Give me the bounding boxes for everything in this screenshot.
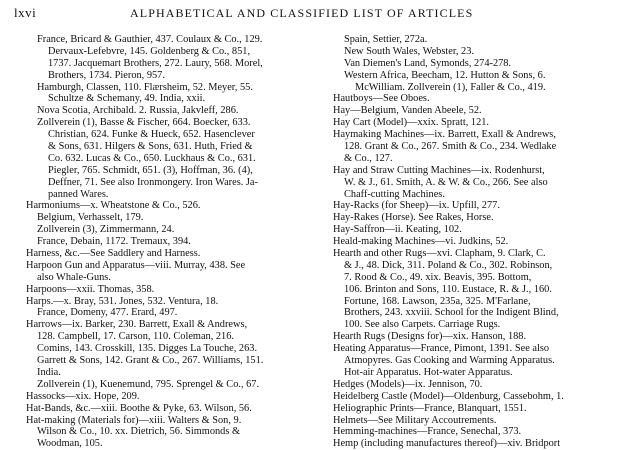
index-line: Deffner, 71. See also Ironmongery. Iron Wares. Ja- [48,176,258,188]
index-line: Chaff-cutting Machines. [344,188,445,200]
index-line: Harmoniums—x. Wheatstone & Co., 526. [26,200,201,212]
index-line: Wilson & Co., 10. xx. Dietrich, 56. Simmonds & [37,426,241,438]
index-line: Hay-Rakes (Horse). See Rakes, Horse. [333,212,494,224]
index-line: also Whale-Guns. [37,271,111,283]
index-line: Brothers, 243. xxviii. School for the Indigent Blind, [344,307,559,319]
index-line: Hay and Straw Cutting Machines—ix. Rodenhurst, [333,164,545,176]
index-line: Van Diemen's Land, Symonds, 274-278. [344,57,512,69]
index-line: Heliographic Prints—France, Blanquart, 1551. [333,402,527,414]
index-line: Hearth and other Rugs—xvi. Clapham, 9. Clark, C. [333,248,546,260]
index-line: 100. See also Carpets. Carriage Rugs. [344,319,501,331]
index-line: Hassocks—xix. Hope, 209. [26,390,140,402]
index-line: Hemp (including manufactures thereof)—xiv. Bridport [333,438,561,450]
index-line: Hedges (Models)—ix. Jennison, 70. [333,378,483,390]
index-line: Helmets—See Military Accoutrements. [333,414,497,426]
index-line: Hay—Belgium, Vanden Abeele, 52. [333,105,482,117]
index-line: 7. Rood & Co., 49. xix. Beavis, 395. Bottom, [344,271,532,283]
index-line: Hemming-machines—France, Senechal, 373. [333,426,522,438]
index-line: Nova Scotia, Archibald. 2. Russia, Jakvleff, 286. [37,105,239,117]
index-line: Hay-Racks (for Sheep)—ix. Upfill, 277. [333,200,500,212]
index-line: Harness, &c.—See Saddlery and Harness. [26,248,201,260]
index-line: & Sons, 631. Hilgers & Sons, 631. Huth, Fried & [48,141,253,153]
index-line: Co. 632. Lucas & Co., 650. Luckhaus & Co., 631. [48,152,256,164]
index-line: Hat-Bands, &c.—xiii. Boothe & Pyke, 63. Wilson, 56. [26,402,252,414]
index-line: Hamburgh, Classen, 110. Flærsheim, 52. Meyer, 55. [37,81,253,93]
index-line: 106. Brinton and Sons, 110. Eustace, R. & J., 160. [344,283,552,295]
index-line: France, Debain, 1172. Tremaux, 394. [37,236,191,248]
index-line: 128. Grant & Co., 267. Smith & Co., 234. Wedlake [344,141,557,153]
index-line: Zollverein (1), Basse & Fischer, 664. Boecker, 633. [37,117,251,129]
index-line: Heald-making Machines—vi. Judkins, 52. [333,236,509,248]
index-line: Haymaking Machines—ix. Barrett, Exall & Andrews, [333,129,556,141]
index-line: Harpoon Gun and Apparatus—viii. Murray, 438. See [26,259,246,271]
index-line: Hay-Saffron—ii. Keating, 102. [333,224,462,236]
index-line: New South Wales, Webster, 23. [344,45,474,57]
index-line: France, Domeny, 477. Erard, 497. [37,307,178,319]
index-line: Hat-making (Materials for)—xiii. Walters & Son, 9. [26,414,242,426]
page-number: lxvi [14,5,37,20]
index-line: Brothers, 1734. Pieron, 957. [48,69,165,81]
index-line: Zollverein (3), Zimmermann, 24. [37,224,175,236]
index-line: Woodman, 105. [37,438,103,450]
index-line: Heidelberg Castle (Model)—Oldenburg, Cassebohm, 1. [333,390,564,402]
index-line: France, Bricard & Gauthier, 437. Coulaux & Co., 129. [37,34,263,45]
index-line: Comins, 143. Crosskill, 135. Digges La Touche, 263. [37,343,258,355]
index-line: Fortune, 168. Lawson, 235a, 325. M'Farlane, [344,295,531,307]
index-line: McWilliam. Zollverein (1), Faller & Co., 419. [355,81,546,93]
left-column [26,34,322,450]
index-line: 1737. Jacquemart Brothers, 272. Laury, 568. Morel, [48,57,263,69]
page-header [0,0,627,26]
index-line: 128. Campbell, 17. Carson, 110. Coleman, 216. [37,331,234,343]
index-line: Hautboys—See Oboes. [333,93,430,105]
index-line: Piegler, 765. Schmidt, 651. (3), Hoffman, 36. (4), [48,164,253,176]
index-line: W. & J., 61. Smith, A. & W. & Co., 266. See also [344,176,548,188]
index-line: Hearth Rugs (Designs for)—xix. Hanson, 188. [333,331,527,343]
index-line: Garrett & Sons, 142. Grant & Co., 267. Williams, 151. [37,355,264,367]
index-line: Belgium, Verhasselt, 179. [37,212,144,224]
index-line: Heating Apparatus—France, Pimont, 1391. See also [333,343,550,355]
index-line: Atmopyres. Gas Cooking and Warming Apparatus. [344,355,555,367]
page-title: ALPHABETICAL AND CLASSIFIED LIST OF ARTICLES [130,6,474,20]
index-line: Harpoons—xxii. Thomas, 358. [26,283,155,295]
index-line: Christian, 624. Funke & Hueck, 652. Hasenclever [48,129,255,141]
index-line: Spain, Settier, 272a. [344,34,428,45]
index-line: Zollverein (1), Kuenemund, 795. Sprengel & Co., 67. [37,378,260,390]
index-line: Dervaux-Lefebvre, 145. Goldenberg & Co., 851, [48,45,251,57]
index-line: Western Africa, Beecham, 12. Hutton & Sons, 6. [344,69,546,81]
index-line: & Co., 127. [344,152,393,164]
index-line: Hot-air Apparatus. Hot-water Apparatus. [344,366,513,378]
index-line: Hay Cart (Model)—xxix. Spratt, 121. [333,117,489,129]
index-line: Schultze & Schemany, 49. India, xxii. [48,93,206,105]
right-column [333,34,623,450]
index-line: & J., 48. Dick, 311. Poland & Co., 302. Robinson, [344,259,553,271]
index-line: panned Wares. [48,188,109,200]
index-line: Harrows—ix. Barker, 230. Barrett, Exall & Andrews, [26,319,248,331]
index-line: India. [37,366,61,378]
index-line: Harps.—x. Bray, 531. Jones, 532. Ventura, 18. [26,295,219,307]
